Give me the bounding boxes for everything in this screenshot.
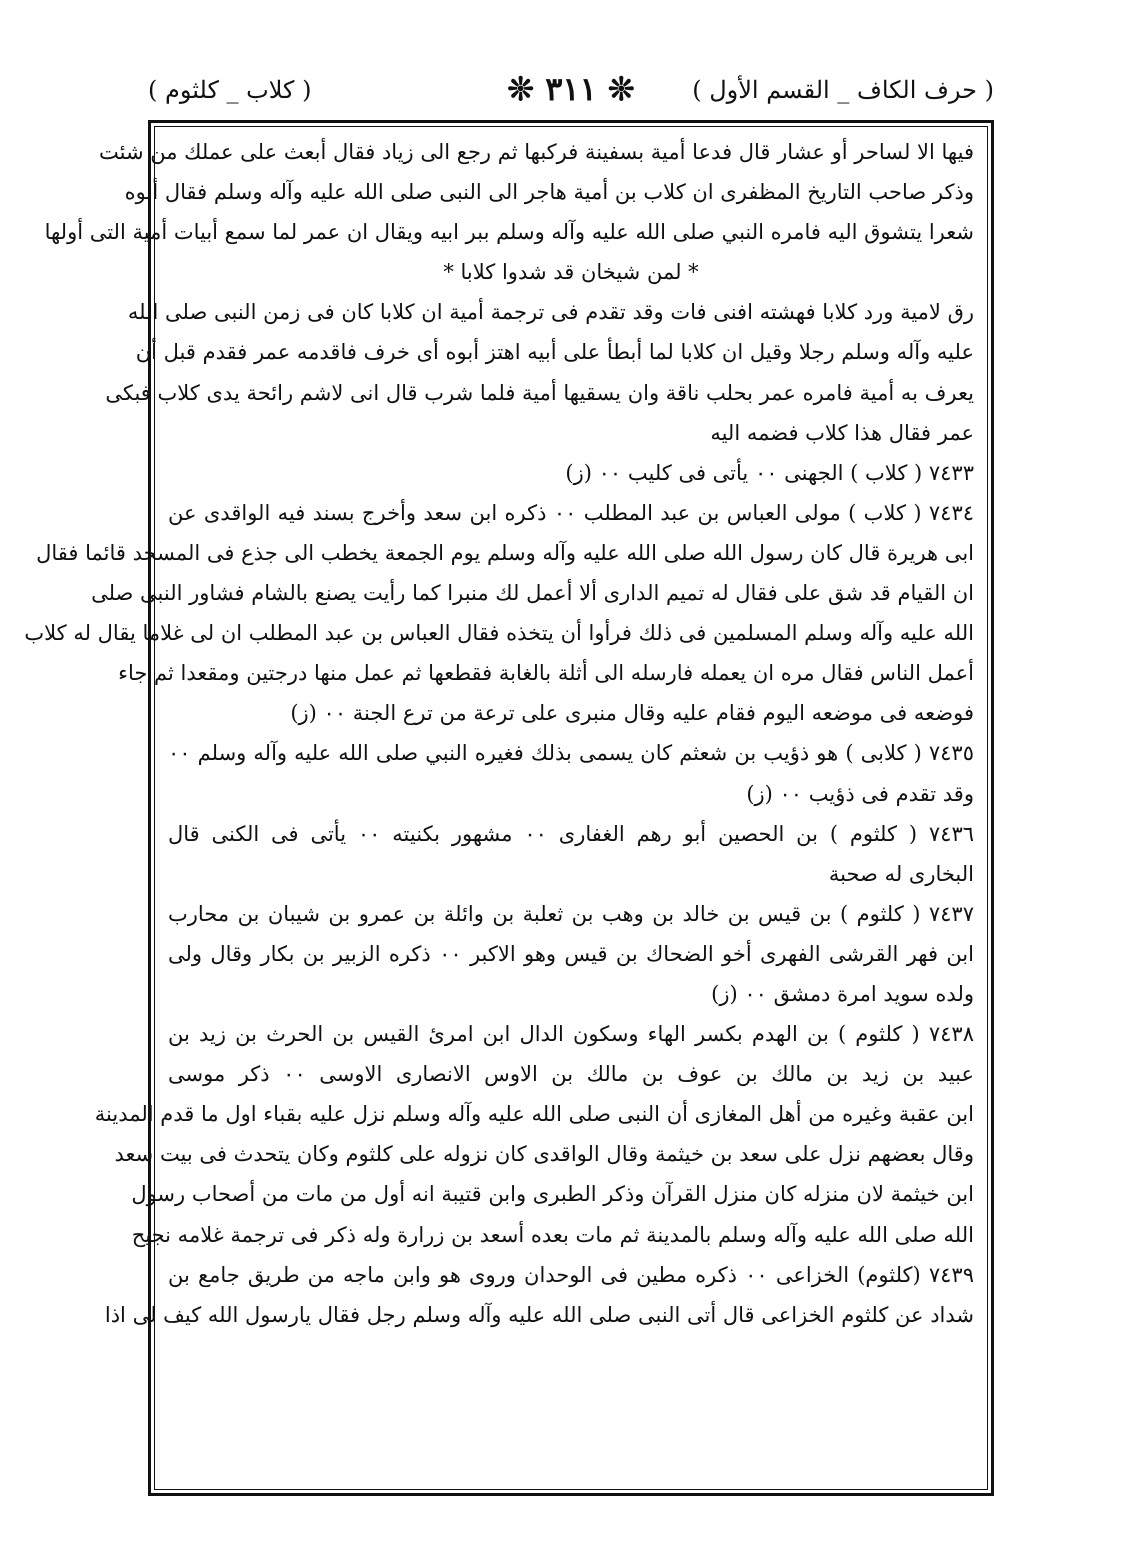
text-line: رق لامية ورد كلابا فهشته افنى فات وقد تقدم فى ترجمة أمية ان كلابا كان فى زمن النبى صلى الله [127, 300, 974, 325]
text-line: الله صلى الله عليه وآله وسلم بالمدينة ثم مات بعده أسعد بن زرارة وله ذكر فى ترجمة غلامه نجيح [131, 1222, 974, 1247]
text-line: ابن خيثمة لان منزله كان منزل القرآن وذكر الطبرى وابن قتيبة انه أول من مات من أصحاب رسول [131, 1182, 974, 1207]
verse-line: * لمن شيخان قد شدوا كلابا * [443, 260, 699, 285]
text-line: يعرف به أمية فامره عمر بحلب ناقة وان يسقيها أمية فلما شرب قال انى لاشم رائحة يدى كلاب فبكى [105, 380, 974, 405]
text-line: البخارى له صحبة [828, 861, 974, 886]
text-line: عمر فقال هذا كلاب فضمه اليه [710, 420, 974, 445]
text-line: ٧٤٣٤ ( كلاب ) مولى العباس بن عبد المطلب ٠٠ ذكره ابن سعد وأخرج بسند فيه الواقدى عن [168, 500, 975, 525]
entry-range-heading: ( كلاب _ كلثوم ) [148, 76, 312, 104]
text-line: عبيد بن زيد بن مالك بن عوف بن مالك بن الاوس الانصارى الاوسى ٠٠ ذكر موسى [168, 1062, 974, 1087]
page-number-value: ٣١١ [545, 70, 597, 108]
text-line: ٧٤٣٩ (كلثوم) الخزاعى ٠٠ ذكره مطين فى الوحدان وروى هو وابن ماجه من طريق جامع بن [168, 1262, 974, 1287]
text-line: ابى هريرة قال كان رسول الله صلى الله عليه وآله وسلم يوم الجمعة يخطب الى جذع فى المسجد قائما فقال [36, 540, 974, 565]
text-line: شداد عن كلثوم الخزاعى قال أتى النبى صلى الله عليه وآله وسلم رجل فقال يارسول الله كيف لى اذا [104, 1302, 974, 1327]
page-number: ❊ ٣١١ ❊ [507, 70, 635, 108]
text-line: ٧٤٣٧ ( كلثوم ) بن قيس بن خالد بن وهب بن ثعلبة بن وائلة بن عمرو بن شيبان بن محارب [168, 901, 974, 926]
text-line: ٧٤٣٨ ( كلثوم ) بن الهدم بكسر الهاء وسكون الدال ابن امرئ القيس بن الحرث بن زيد بن [168, 1022, 974, 1047]
text-line: وذكر صاحب التاريخ المظفرى ان كلاب بن أمية هاجر الى النبى صلى الله عليه وآله وسلم فقال أبوه [124, 180, 974, 205]
text-line: ولده سويد امرة دمشق ٠٠ (ز) [711, 981, 974, 1006]
text-line: أعمل الناس فقال مره ان يعمله فارسله الى أثلة بالغابة فقطعها ثم عمل منها درجتين ومقعدا ثم جاء [118, 661, 974, 686]
text-line: الله عليه وآله وسلم المسلمين فى ذلك فرأوا أن يتخذه فقال العباس بن عبد المطلب ان لى غلاما يقال له كلاب [24, 621, 974, 646]
text-line: وقد تقدم فى ذؤيب ٠٠ (ز) [746, 781, 974, 806]
text-line: شعرا يتشوق اليه فامره النبي صلى الله عليه وآله وسلم ببر ابيه ويقال ان عمر لما سمع أبيات أمية التى أولها [44, 220, 974, 245]
text-line: ٧٤٣٦ ( كلثوم ) بن الحصين أبو رهم الغفارى ٠٠ مشهور بكنيته ٠٠ يأتى فى الكنى قال [168, 821, 975, 846]
page-body-text [24, 132, 975, 1335]
text-line: ان القيام قد شق على فقال له تميم الدارى ألا أعمل لك منبرا كما رأيت يصنع بالشام فشاور النبى صلى [91, 581, 974, 606]
text-line: ابن فهر القرشى الفهرى أخو الضحاك بن قيس وهو الاكبر ٠٠ ذكره الزبير بن بكار وقال ولى [168, 941, 974, 966]
text-line: ٧٤٣٥ ( كلابى ) هو ذؤيب بن شعثم كان يسمى بذلك فغيره النبي صلى الله عليه وآله وسلم ٠٠ [168, 741, 974, 766]
text-line: عليه وآله وسلم رجلا وقيل ان كلابا لما أبطأ على أبيه اهتز أبوه أى خرف فاقدمه عمر فقدم قبل أن [135, 340, 974, 365]
text-line: ابن عقبة وغيره من أهل المغازى أن النبى صلى الله عليه وآله وسلم نزل عليه بقباء اول ما قدم المدينة [94, 1102, 974, 1127]
text-line: فوضعه فى موضعه اليوم فقام عليه وقال منبرى على ترعة من ترع الجنة ٠٠ (ز) [290, 701, 974, 726]
text-line: ٧٤٣٣ ( كلاب ) الجهنى ٠٠ يأتى فى كليب ٠٠ (ز) [565, 460, 974, 485]
section-heading: ( حرف الكاف _ القسم الأول ) [692, 76, 994, 104]
page-header [148, 70, 994, 118]
text-line: وقال بعضهم نزل على سعد بن خيثمة وقال الواقدى كان نزوله على كلثوم وكان يتحدث فى بيت سعد [114, 1142, 974, 1167]
text-line: فيها الا لساحر أو عشار قال فدعا أمية بسفينة فركبها ثم رجع الى زياد فقال أبعث على عملك من شئت [99, 140, 974, 164]
